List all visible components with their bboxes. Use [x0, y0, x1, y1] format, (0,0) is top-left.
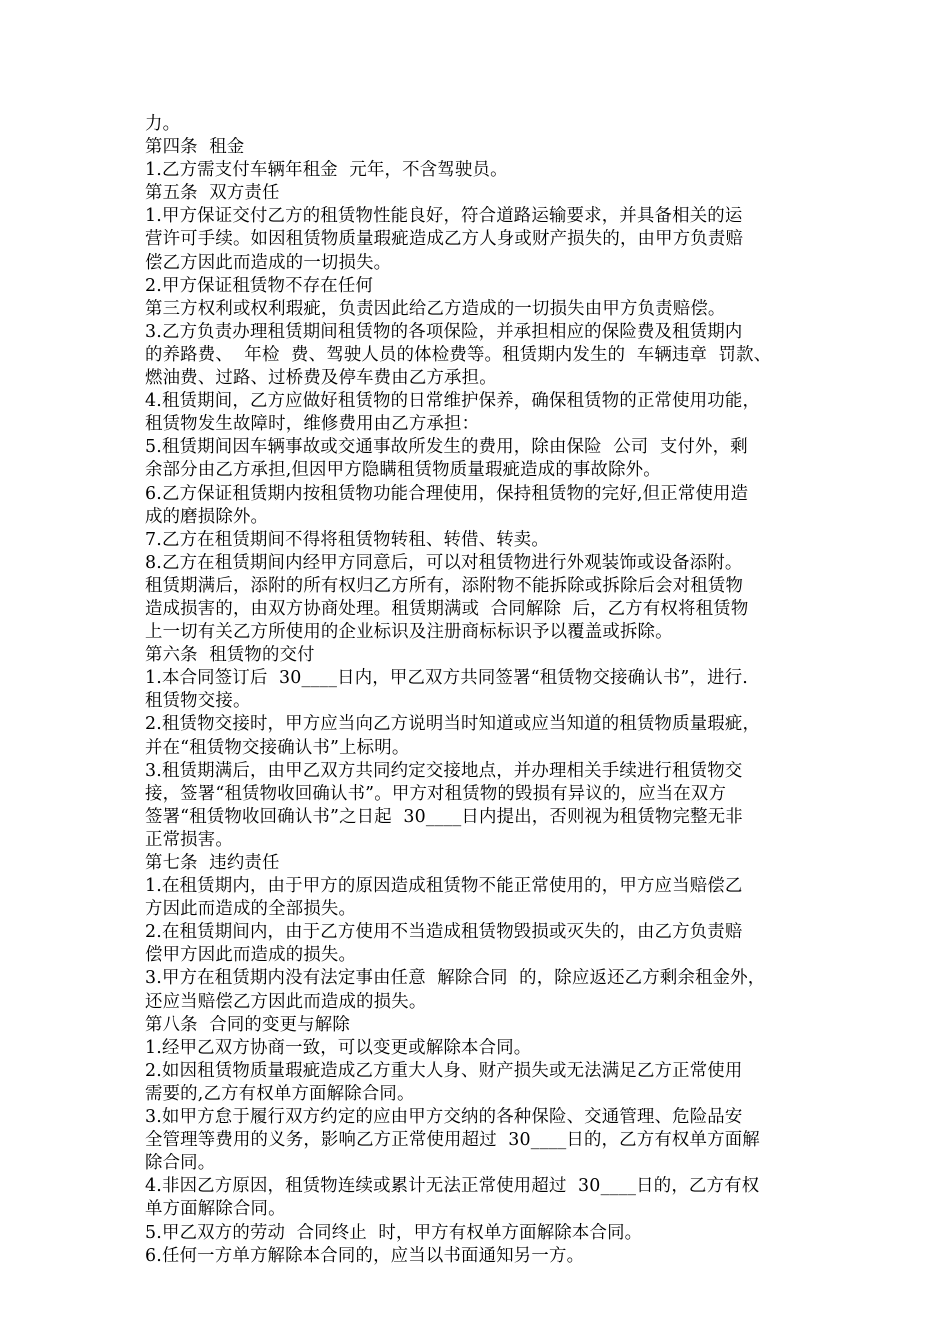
- text-line: 6.乙方保证租赁期内按租赁物功能合理使用，保持租赁物的完好,但正常使用造: [145, 483, 749, 504]
- text-line: 第五条 双方责任: [145, 183, 280, 204]
- text-line: 偿乙方因此而造成的一切损失。: [145, 252, 392, 273]
- text-line: 4.非因乙方原因，租赁物连续或累计无法正常使用超过 30____日的，乙方有权: [145, 1176, 760, 1197]
- text-line: 2.租赁物交接时，甲方应当向乙方说明当时知道或应当知道的租赁物质量瑕疵，: [145, 714, 761, 735]
- text-line: 8.乙方在租赁期间内经甲方同意后，可以对租赁物进行外观装饰或设备添附。: [145, 552, 743, 573]
- text-line: 燃油费、过路、过桥费及停车费由乙方承担。: [145, 368, 497, 389]
- text-line: 1.甲方保证交付乙方的租赁物性能良好，符合道路运输要求，并具备相关的运: [145, 206, 743, 227]
- text-line: 5.甲乙双方的劳动 合同终止 时，甲方有权单方面解除本合同。: [145, 1222, 643, 1243]
- text-line: 第四条 租金: [145, 137, 245, 158]
- text-line: 2.甲方保证租赁物不存在任何: [145, 275, 374, 296]
- text-line: 并在“租赁物交接确认书”上标明。: [145, 737, 410, 758]
- text-line: 余部分由乙方承担,但因甲方隐瞒租赁物质量瑕疵造成的事故除外。: [145, 460, 661, 481]
- text-line: 签署“租赁物收回确认书”之日起 30____日内提出，否则视为租赁物完整无非: [145, 806, 743, 827]
- text-line: 6.任何一方单方解除本合同的，应当以书面通知另一方。: [145, 1245, 585, 1266]
- text-line: 除合同。: [145, 1153, 216, 1174]
- document-body: [145, 113, 815, 1268]
- text-line: 3.如甲方怠于履行双方约定的应由甲方交纳的各种保险、交通管理、危险品安: [145, 1107, 743, 1128]
- text-line: 成的磨损除外。: [145, 506, 269, 527]
- text-line: 2.在租赁期间内，由于乙方使用不当造成租赁物毁损或灭失的，由乙方负责赔: [145, 922, 743, 943]
- text-line: 租赁物发生故障时，维修费用由乙方承担：: [145, 414, 480, 435]
- text-line: 力。: [145, 114, 181, 134]
- text-line: 7.乙方在租赁期间不得将租赁物转租、转借、转卖。: [145, 529, 549, 550]
- text-line: 第七条 违约责任: [145, 853, 280, 873]
- text-line: 的养路费、 年检 费、驾驶人员的体检费等。租赁期内发生的 车辆违章 罚款、: [145, 344, 772, 365]
- text-line: 3.甲方在租赁期内没有法定事由任意 解除合同 的，除应返还乙方剩余租金外，: [145, 968, 766, 989]
- text-line: 单方面解除合同。: [145, 1199, 286, 1220]
- text-line: 接，签署“租赁物收回确认书”。甲方对租赁物的毁损有异议的，应当在双方: [145, 783, 727, 804]
- text-line: 3.租赁期满后，由甲乙双方共同约定交接地点，并办理相关手续进行租赁物交: [145, 760, 743, 781]
- text-line: 3.乙方负责办理租赁期间租赁物的各项保险，并承担相应的保险费及租赁期内: [145, 321, 743, 342]
- text-line: 租赁期满后，添附的所有权归乙方所有，添附物不能拆除或拆除后会对租赁物: [145, 575, 744, 596]
- text-line: 5.租赁期间因车辆事故或交通事故所发生的费用，除由保险 公司 支付外，剩: [145, 437, 748, 458]
- text-line: 租赁物交接。: [145, 691, 251, 712]
- text-line: 第八条 合同的变更与解除: [145, 1014, 350, 1035]
- text-line: 造成损害的，由双方协商处理。租赁期满或 合同解除 后，乙方有权将租赁物: [145, 598, 749, 619]
- text-line: 上一切有关乙方所使用的企业标识及注册商标标识予以覆盖或拆除。: [145, 622, 673, 643]
- text-line: 正常损害。: [145, 829, 233, 850]
- text-line: 偿甲方因此而造成的损失。: [145, 945, 357, 966]
- text-line: 1.乙方需支付车辆年租金 元年，不含驾驶员。: [145, 160, 508, 181]
- text-line: 需要的,乙方有权单方面解除合同。: [145, 1083, 415, 1104]
- text-line: 1.在租赁期内，由于甲方的原因造成租赁物不能正常使用的，甲方应当赔偿乙: [145, 876, 743, 897]
- text-line: 第六条 租赁物的交付: [145, 645, 315, 666]
- text-line: 4.租赁期间，乙方应做好租赁物的日常维护保养，确保租赁物的正常使用功能，: [145, 391, 761, 412]
- text-line: 第三方权利或权利瑕疵，负责因此给乙方造成的一切损失由甲方负责赔偿。: [145, 298, 726, 319]
- text-line: 营许可手续。如因租赁物质量瑕疵造成乙方人身或财产损失的，由甲方负责赔: [145, 229, 744, 250]
- text-line: 2.如因租赁物质量瑕疵造成乙方重大人身、财产损失或无法满足乙方正常使用: [145, 1060, 743, 1081]
- text-line: 1.经甲乙双方协商一致，可以变更或解除本合同。: [145, 1037, 532, 1058]
- text-line: 还应当赔偿乙方因此而造成的损失。: [145, 991, 427, 1012]
- text-line: 方因此而造成的全部损失。: [145, 899, 357, 920]
- text-line: 全管理等费用的义务，影响乙方正常使用超过 30____日的，乙方有权单方面解: [145, 1130, 760, 1151]
- text-line: 1.本合同签订后 30____日内，甲乙双方共同签署“租赁物交接确认书”，进行.: [145, 668, 749, 689]
